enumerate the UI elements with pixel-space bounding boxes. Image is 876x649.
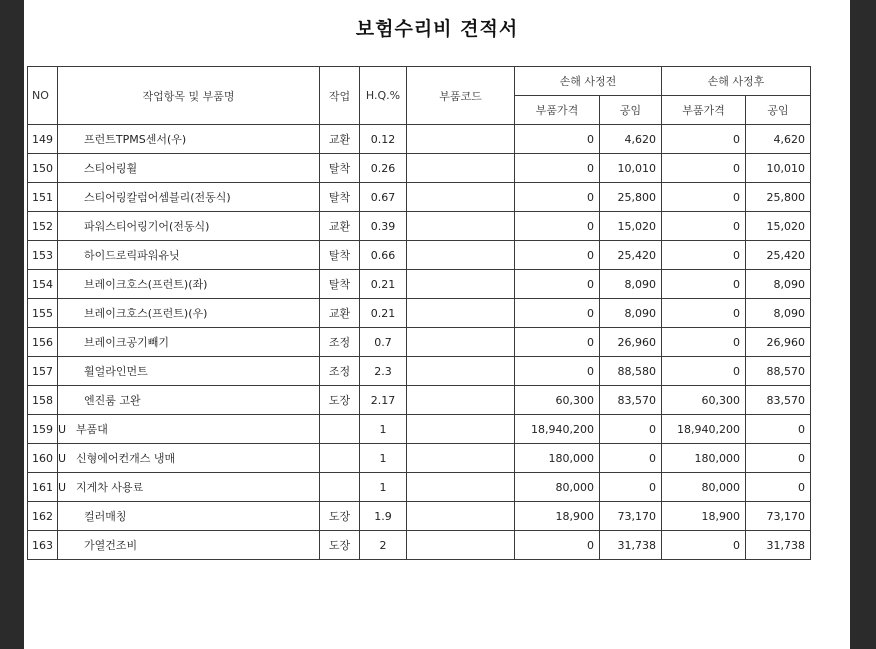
header-before-group: 손해 사정전 <box>515 67 662 96</box>
row-before-part-price: 0 <box>515 183 600 212</box>
row-after-part-price: 0 <box>662 154 746 183</box>
header-hq: H.Q.% <box>360 67 407 125</box>
row-no: 153 <box>28 241 58 270</box>
row-no: 156 <box>28 328 58 357</box>
row-no: 151 <box>28 183 58 212</box>
row-hq: 0.39 <box>360 212 407 241</box>
row-item-name <box>58 357 320 386</box>
header-work: 작업 <box>320 67 360 125</box>
header-after-labor: 공임 <box>746 96 811 125</box>
row-before-labor: 88,580 <box>600 357 662 386</box>
row-part-code <box>407 531 515 560</box>
row-item-name <box>58 241 320 270</box>
row-item-name <box>58 473 320 502</box>
row-item-label: 프런트TPMS센서(우) <box>84 133 187 146</box>
table-row <box>28 241 811 270</box>
row-after-labor: 73,170 <box>746 502 811 531</box>
table-body <box>28 125 811 560</box>
row-part-code <box>407 473 515 502</box>
row-no: 154 <box>28 270 58 299</box>
row-no: 158 <box>28 386 58 415</box>
row-part-code <box>407 386 515 415</box>
row-no: 161 <box>28 473 58 502</box>
row-before-labor: 10,010 <box>600 154 662 183</box>
row-after-labor: 0 <box>746 473 811 502</box>
row-before-labor: 83,570 <box>600 386 662 415</box>
row-item-name <box>58 415 320 444</box>
row-before-part-price: 18,940,200 <box>515 415 600 444</box>
row-part-code <box>407 444 515 473</box>
row-work: 조정 <box>320 357 360 386</box>
table-row <box>28 357 811 386</box>
row-work: 도장 <box>320 386 360 415</box>
table-row <box>28 212 811 241</box>
row-no: 157 <box>28 357 58 386</box>
table-row <box>28 386 811 415</box>
row-hq: 0.67 <box>360 183 407 212</box>
table-row <box>28 415 811 444</box>
table-row <box>28 531 811 560</box>
row-item-label: 휠얼라인먼트 <box>84 365 148 378</box>
row-item-label: 지게차 사용료 <box>76 481 144 494</box>
row-part-code <box>407 125 515 154</box>
row-before-labor: 4,620 <box>600 125 662 154</box>
row-after-part-price: 18,940,200 <box>662 415 746 444</box>
row-before-labor: 25,420 <box>600 241 662 270</box>
document-page <box>24 0 850 649</box>
row-no: 160 <box>28 444 58 473</box>
row-item-name <box>58 386 320 415</box>
row-after-labor: 8,090 <box>746 299 811 328</box>
row-no: 149 <box>28 125 58 154</box>
row-item-label: 하이드로릭파워유닛 <box>84 249 180 262</box>
header-after-part-price: 부품가격 <box>662 96 746 125</box>
row-work: 탈착 <box>320 270 360 299</box>
row-after-part-price: 0 <box>662 241 746 270</box>
row-after-labor: 88,570 <box>746 357 811 386</box>
row-no: 152 <box>28 212 58 241</box>
row-part-code <box>407 154 515 183</box>
row-work <box>320 444 360 473</box>
table-row <box>28 502 811 531</box>
header-part-code: 부품코드 <box>407 67 515 125</box>
row-item-label: 브레이크호스(프런트)(우) <box>84 307 208 320</box>
row-after-part-price: 180,000 <box>662 444 746 473</box>
row-work: 도장 <box>320 502 360 531</box>
row-hq: 2.17 <box>360 386 407 415</box>
row-before-part-price: 0 <box>515 531 600 560</box>
row-after-part-price: 60,300 <box>662 386 746 415</box>
header-no: NO <box>28 67 58 125</box>
row-part-code <box>407 328 515 357</box>
row-after-labor: 26,960 <box>746 328 811 357</box>
row-hq: 1 <box>360 473 407 502</box>
row-after-part-price: 0 <box>662 212 746 241</box>
row-part-code <box>407 183 515 212</box>
table-row <box>28 473 811 502</box>
row-after-part-price: 0 <box>662 125 746 154</box>
row-item-label: 브레이크공기빼기 <box>84 336 170 349</box>
row-after-labor: 25,420 <box>746 241 811 270</box>
row-part-code <box>407 299 515 328</box>
row-part-code <box>407 212 515 241</box>
row-part-code <box>407 502 515 531</box>
row-before-part-price: 0 <box>515 270 600 299</box>
row-before-part-price: 180,000 <box>515 444 600 473</box>
row-no: 163 <box>28 531 58 560</box>
row-no: 162 <box>28 502 58 531</box>
row-flag: U <box>58 423 67 436</box>
row-work <box>320 415 360 444</box>
header-before-part-price: 부품가격 <box>515 96 600 125</box>
row-before-part-price: 18,900 <box>515 502 600 531</box>
row-after-labor: 4,620 <box>746 125 811 154</box>
row-item-label: 스티어링휠 <box>84 162 138 175</box>
table-row <box>28 154 811 183</box>
row-hq: 0.21 <box>360 270 407 299</box>
row-before-part-price: 60,300 <box>515 386 600 415</box>
row-hq: 0.26 <box>360 154 407 183</box>
row-after-part-price: 0 <box>662 531 746 560</box>
row-work: 탈착 <box>320 241 360 270</box>
row-part-code <box>407 241 515 270</box>
row-work: 도장 <box>320 531 360 560</box>
row-hq: 1 <box>360 415 407 444</box>
row-before-part-price: 0 <box>515 212 600 241</box>
row-flag: U <box>58 481 67 494</box>
row-hq: 2 <box>360 531 407 560</box>
row-part-code <box>407 357 515 386</box>
row-before-part-price: 0 <box>515 299 600 328</box>
row-before-part-price: 0 <box>515 125 600 154</box>
table-row <box>28 270 811 299</box>
row-work: 교환 <box>320 125 360 154</box>
row-item-label: 브레이크호스(프런트)(좌) <box>84 278 208 291</box>
row-flag: U <box>58 452 67 465</box>
row-item-name <box>58 270 320 299</box>
row-after-part-price: 0 <box>662 299 746 328</box>
row-item-label: 스티어링칼럼어셈블리(전동식) <box>84 191 231 204</box>
row-after-labor: 10,010 <box>746 154 811 183</box>
row-item-label: 부품대 <box>76 423 108 436</box>
row-item-name <box>58 183 320 212</box>
row-no: 150 <box>28 154 58 183</box>
document-title: 보험수리비 견적서 <box>355 18 519 40</box>
row-work: 교환 <box>320 299 360 328</box>
row-after-part-price: 0 <box>662 357 746 386</box>
table-row <box>28 328 811 357</box>
row-after-labor: 83,570 <box>746 386 811 415</box>
row-item-name <box>58 154 320 183</box>
header-item: 작업항목 및 부품명 <box>58 67 320 125</box>
row-after-part-price: 0 <box>662 328 746 357</box>
row-work: 탈착 <box>320 183 360 212</box>
row-before-part-price: 0 <box>515 154 600 183</box>
row-part-code <box>407 415 515 444</box>
row-before-labor: 25,800 <box>600 183 662 212</box>
row-hq: 0.21 <box>360 299 407 328</box>
row-after-labor: 15,020 <box>746 212 811 241</box>
row-before-part-price: 0 <box>515 357 600 386</box>
row-work: 교환 <box>320 212 360 241</box>
row-hq: 0.7 <box>360 328 407 357</box>
row-after-part-price: 18,900 <box>662 502 746 531</box>
row-before-labor: 31,738 <box>600 531 662 560</box>
row-before-labor: 0 <box>600 444 662 473</box>
row-hq: 0.12 <box>360 125 407 154</box>
row-hq: 2.3 <box>360 357 407 386</box>
row-after-labor: 25,800 <box>746 183 811 212</box>
row-before-part-price: 0 <box>515 328 600 357</box>
row-after-labor: 8,090 <box>746 270 811 299</box>
row-before-labor: 73,170 <box>600 502 662 531</box>
row-work: 조정 <box>320 328 360 357</box>
row-before-labor: 15,020 <box>600 212 662 241</box>
header-after-group: 손해 사정후 <box>662 67 811 96</box>
row-before-part-price: 80,000 <box>515 473 600 502</box>
row-item-label: 엔진룸 고완 <box>84 394 141 407</box>
row-before-labor: 8,090 <box>600 299 662 328</box>
row-hq: 0.66 <box>360 241 407 270</box>
row-item-label: 신형에어컨개스 냉매 <box>76 452 176 465</box>
row-after-labor: 0 <box>746 415 811 444</box>
row-before-labor: 0 <box>600 473 662 502</box>
row-item-name <box>58 328 320 357</box>
row-after-part-price: 80,000 <box>662 473 746 502</box>
row-item-label: 파워스티어링기어(전동식) <box>84 220 210 233</box>
row-part-code <box>407 270 515 299</box>
row-after-labor: 31,738 <box>746 531 811 560</box>
row-after-part-price: 0 <box>662 183 746 212</box>
estimate-table <box>27 66 811 560</box>
row-after-part-price: 0 <box>662 270 746 299</box>
table-row <box>28 299 811 328</box>
row-item-name <box>58 212 320 241</box>
table-row <box>28 444 811 473</box>
row-item-name <box>58 531 320 560</box>
row-before-labor: 26,960 <box>600 328 662 357</box>
row-item-label: 가열건조비 <box>84 539 138 552</box>
row-item-name <box>58 444 320 473</box>
row-no: 159 <box>28 415 58 444</box>
table-row <box>28 183 811 212</box>
row-item-name <box>58 299 320 328</box>
row-item-name <box>58 125 320 154</box>
header-before-labor: 공임 <box>600 96 662 125</box>
row-no: 155 <box>28 299 58 328</box>
row-work: 탈착 <box>320 154 360 183</box>
row-item-label: 컬러매칭 <box>84 510 127 523</box>
row-hq: 1.9 <box>360 502 407 531</box>
row-before-labor: 8,090 <box>600 270 662 299</box>
row-before-labor: 0 <box>600 415 662 444</box>
row-hq: 1 <box>360 444 407 473</box>
row-before-part-price: 0 <box>515 241 600 270</box>
row-work <box>320 473 360 502</box>
table-row <box>28 125 811 154</box>
row-after-labor: 0 <box>746 444 811 473</box>
row-item-name <box>58 502 320 531</box>
header-row-top <box>28 67 811 96</box>
